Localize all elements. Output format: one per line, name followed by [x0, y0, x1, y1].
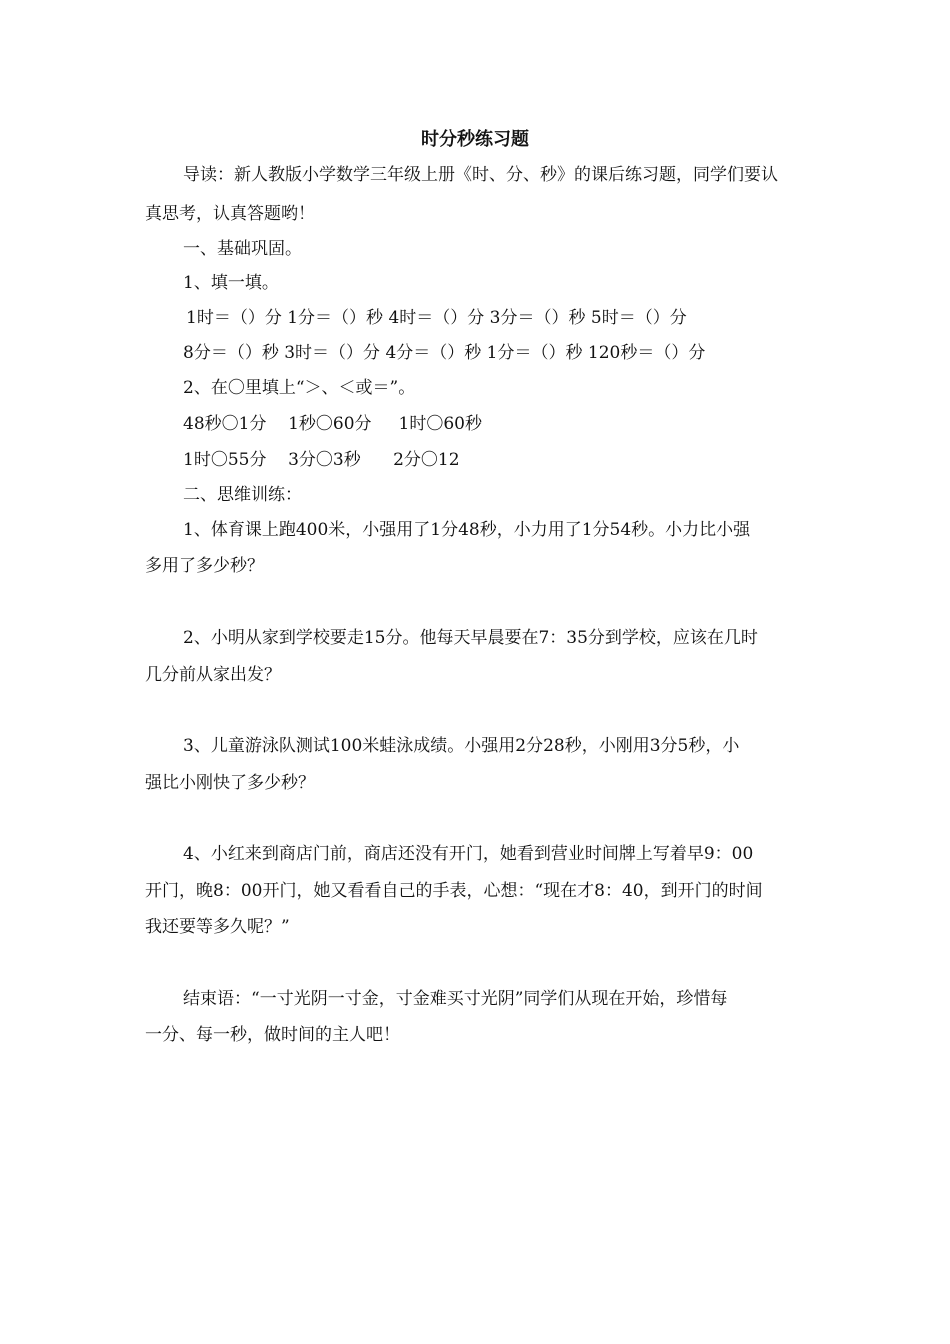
intro-line-2: 真思考，认真答题哟！: [145, 204, 315, 224]
problem-4-line-3: 我还要等多久呢？”: [145, 917, 290, 937]
page-title: 时分秒练习题: [421, 129, 529, 150]
problem-1-line-1: 1、体育课上跑400米，小强用了1分48秒，小力用了1分54秒。小力比小强: [183, 520, 751, 540]
closing-line-1: 结束语：“一寸光阴一寸金，寸金难买寸光阴”同学们从现在开始，珍惜每: [183, 989, 728, 1009]
closing-line-2: 一分、每一秒，做时间的主人吧！: [145, 1025, 400, 1045]
q2-heading: 2、在〇里填上“＞、＜或＝”。: [183, 378, 416, 398]
problem-2-line-2: 几分前从家出发？: [145, 665, 281, 685]
section1-heading: 一、基础巩固。: [183, 239, 302, 259]
problem-4-line-2: 开门，晚8：00开门，她又看看自己的手表，心想：“现在才8：40，到开门的时间: [145, 881, 763, 901]
q2-row-2: 1时〇55分 3分〇3秒 2分〇12: [183, 450, 460, 470]
problem-2-line-1: 2、小明从家到学校要走15分。他每天早晨要在7：35分到学校，应该在几时: [183, 628, 758, 648]
problem-3-line-2: 强比小刚快了多少秒？: [145, 773, 315, 793]
intro-line-1: 导读：新人教版小学数学三年级上册《时、分、秒》的课后练习题，同学们要认: [183, 165, 778, 185]
problem-3-line-1: 3、儿童游泳队测试100米蛙泳成绩。小强用2分28秒，小刚用3分5秒，小: [183, 736, 740, 756]
q1-row-2: 8分＝（）秒 3时＝（）分 4分＝（）秒 1分＝（）秒 120秒＝（）分: [183, 343, 706, 363]
q1-heading: 1、填一填。: [183, 273, 279, 293]
section2-heading: 二、思维训练：: [183, 485, 302, 505]
problem-4-line-1: 4、小红来到商店门前，商店还没有开门，她看到营业时间牌上写着早9：00: [183, 844, 754, 864]
problem-1-line-2: 多用了多少秒？: [145, 556, 264, 576]
q1-row-1: 1时＝（）分 1分＝（）秒 4时＝（）分 3分＝（）秒 5时＝（）分: [186, 308, 687, 328]
q2-row-1: 48秒〇1分 1秒〇60分 1时〇60秒: [183, 414, 482, 434]
